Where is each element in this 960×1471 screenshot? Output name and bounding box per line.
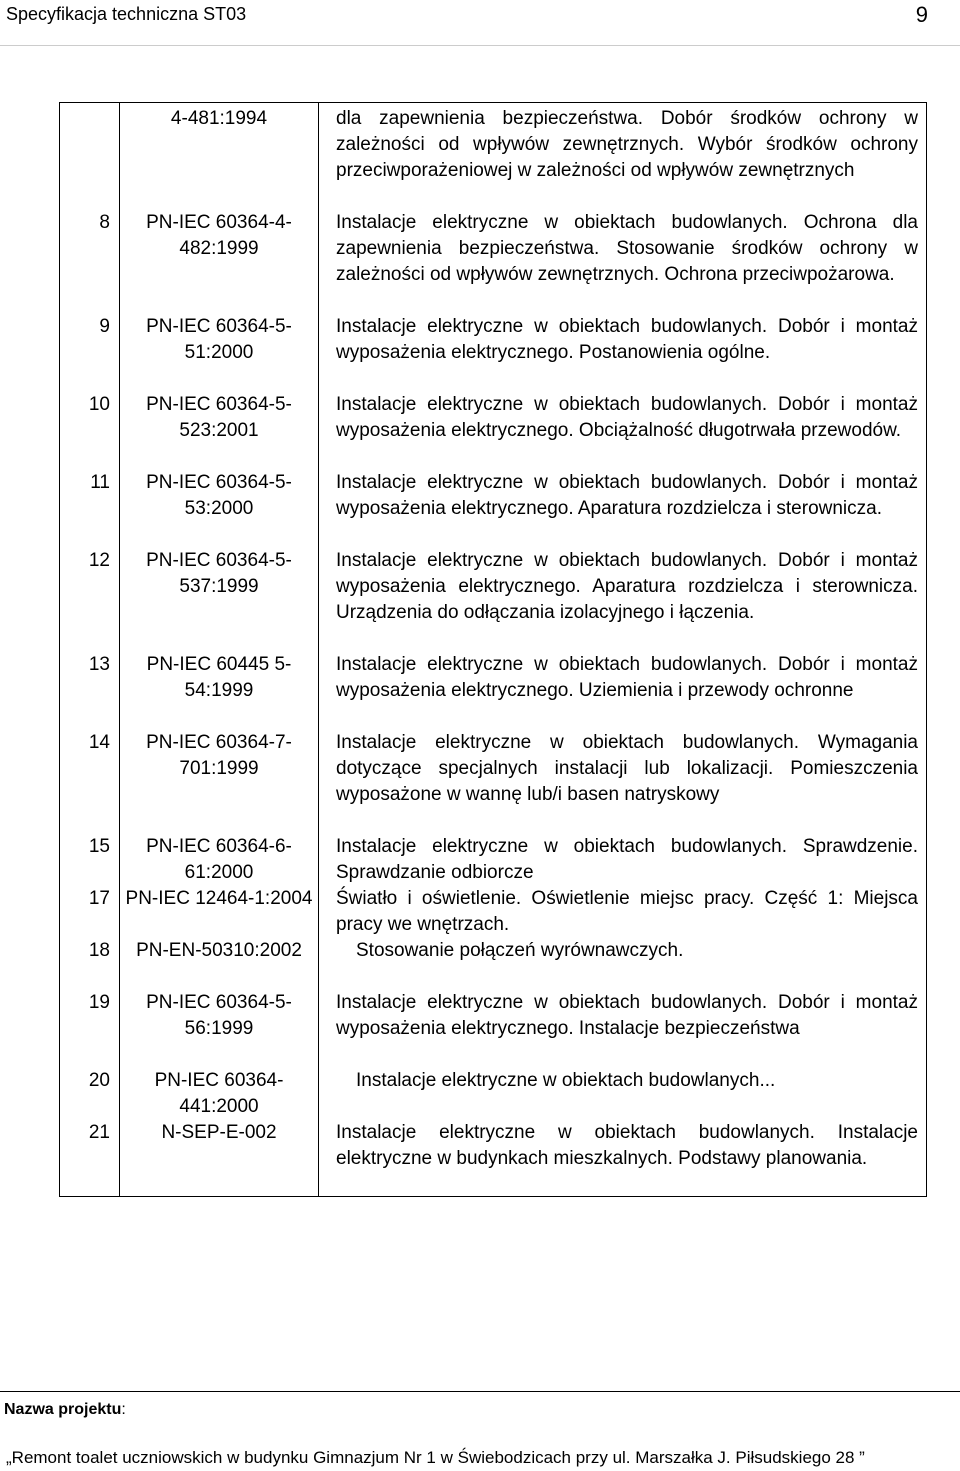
document-title: Specyfikacja techniczna ST03 <box>6 4 247 24</box>
standard-code: PN-IEC 60364-441:2000 <box>154 1070 284 1117</box>
row-number: 20 <box>88 1070 110 1091</box>
project-name-label-text: Nazwa projektu <box>4 1401 122 1418</box>
standard-description: Instalacje elektryczne w obiektach budowlanych. Dobór i montaż wyposażenia elektrycznego. Obciążalność długotrwała przewodów. <box>336 394 918 441</box>
standard-code: PN-IEC 12464-1:2004 <box>125 888 313 909</box>
row-number: 12 <box>88 550 110 571</box>
standard-description: Instalacje elektryczne w obiektach budowlanych. Sprawdzenie. Sprawdzanie odbiorcze <box>336 836 918 883</box>
standard-code: PN-IEC 60445 5-54:1999 <box>146 654 292 701</box>
standard-code: PN-IEC 60364-5-537:1999 <box>146 550 292 597</box>
standards-table <box>59 102 927 1197</box>
standard-code: PN-IEC 60364-4-482:1999 <box>146 212 292 259</box>
project-name-label-colon: : <box>121 1401 126 1418</box>
standard-description: Instalacje elektryczne w obiektach budowlanych... <box>356 1070 776 1091</box>
row-number: 17 <box>88 888 110 909</box>
standard-description: Instalacje elektryczne w obiektach budowlanych. Dobór i montaż wyposażenia elektrycznego. Aparatura rozdzielcza i sterownicza. <box>336 472 918 519</box>
standard-description: Instalacje elektryczne w obiektach budowlanych. Ochrona dla zapewnienia bezpieczeństwa. Stosowanie środków ochrony w zależności od wpływów zewnętrznych. Ochrona przeciwpożarowa. <box>336 212 918 285</box>
footer-divider <box>0 1391 960 1392</box>
standard-description: Instalacje elektryczne w obiektach budowlanych. Dobór i montaż wyposażenia elektrycznego. Instalacje bezpieczeństwa <box>336 992 918 1039</box>
row-number: 21 <box>88 1122 110 1143</box>
standard-code: PN-IEC 60364-7-701:1999 <box>146 732 292 779</box>
standard-description: Instalacje elektryczne w obiektach budowlanych. Dobór i montaż wyposażenia elektrycznego. Uziemienia i przewody ochronne <box>336 654 918 701</box>
row-number: 15 <box>88 836 110 857</box>
row-number: 11 <box>90 472 110 493</box>
standard-code: N-SEP-E-002 <box>161 1122 277 1143</box>
standard-description: Instalacje elektryczne w obiektach budowlanych. Instalacje elektryczne w budynkach mieszkalnych. Podstawy planowania. <box>336 1122 918 1169</box>
header-divider <box>0 45 960 46</box>
page-number: 9 <box>915 2 928 27</box>
standard-description: Stosowanie połączeń wyrównawczych. <box>356 940 684 961</box>
standard-description: Instalacje elektryczne w obiektach budowlanych. Dobór i montaż wyposażenia elektrycznego. Postanowienia ogólne. <box>336 316 918 363</box>
standard-description: Instalacje elektryczne w obiektach budowlanych. Dobór i montaż wyposażenia elektrycznego. Aparatura rozdzielcza i sterownicza. Urządzenia do odłączania izolacyjnego i łączenia. <box>336 550 918 623</box>
standard-code: PN-IEC 60364-5-56:1999 <box>146 992 292 1039</box>
row-number: 14 <box>88 732 110 753</box>
standard-code: PN-IEC 60364-6-61:2000 <box>146 836 292 883</box>
standard-description: Światło i oświetlenie. Oświetlenie miejsc pracy. Część 1: Miejsca pracy we wnętrzach. <box>336 888 918 935</box>
standard-description: dla zapewnienia bezpieczeństwa. Dobór środków ochrony w zależności od wpływów zewnętrznych. Wybór środków ochrony przeciwporażeniowej w zależności od wpływów zewnętrznych <box>336 108 918 181</box>
project-name-label <box>4 1401 126 1419</box>
row-number: 9 <box>99 316 110 337</box>
row-number: 19 <box>88 992 110 1013</box>
standard-description: Instalacje elektryczne w obiektach budowlanych. Wymagania dotyczące specjalnych instalacji lub lokalizacji. Pomieszczenia wyposażone w wannę lub/i basen natryskowy <box>336 732 918 805</box>
standard-code: PN-IEC 60364-5-523:2001 <box>146 394 292 441</box>
project-name: „Remont toalet uczniowskich w budynku Gimnazjum Nr 1 w Świebodzicach przy ul. Marszałka J. Piłsudskiego 28 ” <box>6 1448 865 1467</box>
row-number: 18 <box>88 940 110 961</box>
standard-code: PN-IEC 60364-5-53:2000 <box>146 472 292 519</box>
standard-code: PN-EN-50310:2002 <box>136 940 302 961</box>
standard-code: 4-481:1994 <box>170 108 268 129</box>
column-divider-standard <box>318 103 319 1196</box>
row-number: 10 <box>88 394 110 415</box>
standard-code: PN-IEC 60364-5- 51:2000 <box>146 316 292 363</box>
row-number: 8 <box>99 212 110 233</box>
row-number: 13 <box>88 654 110 675</box>
